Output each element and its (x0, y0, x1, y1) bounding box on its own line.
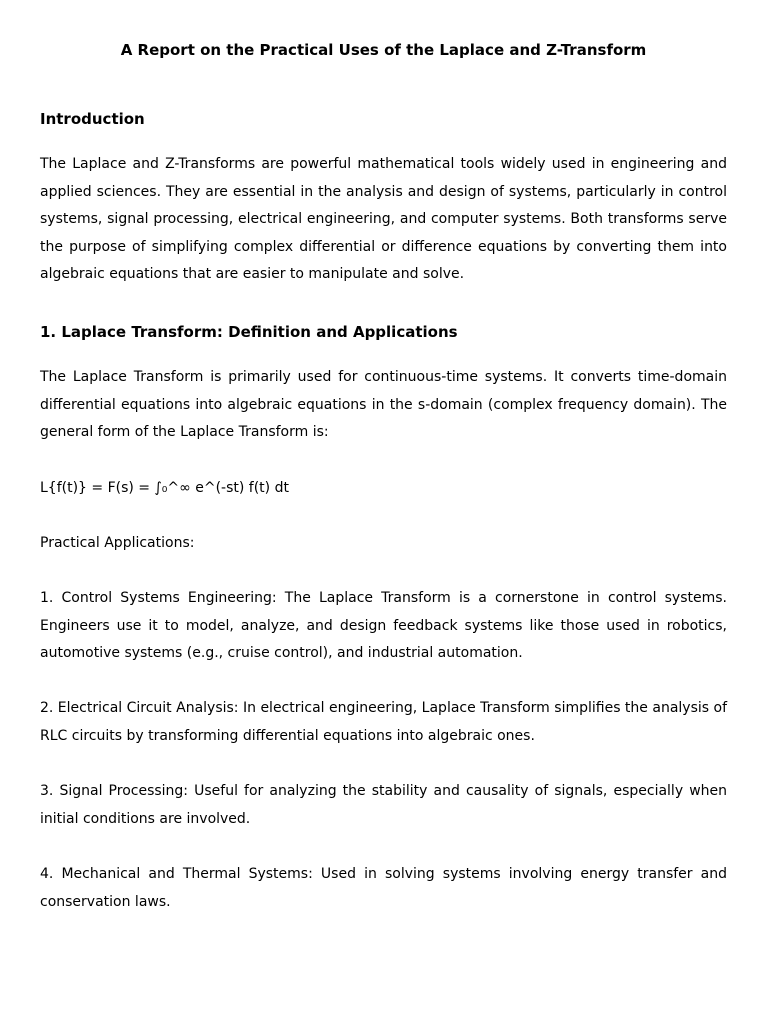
laplace-formula: L{f(t)} = F(s) = ∫₀^∞ e^(-st) f(t) dt (40, 480, 289, 496)
applications-label: Practical Applications: (40, 535, 195, 551)
application-item-mechanical-thermal: 4. Mechanical and Thermal Systems: Used in solving systems involving energy transfer and conservation laws. (40, 866, 727, 910)
laplace-heading: 1. Laplace Transform: Definition and Applications (40, 323, 458, 341)
application-item-circuit-analysis: 2. Electrical Circuit Analysis: In electrical engineering, Laplace Transform simplifies the analysis of RLC circuits by transforming differential equations into algebraic ones. (40, 700, 727, 744)
laplace-paragraph: The Laplace Transform is primarily used for continuous-time systems. It converts time-domain differential equations into algebraic equations in the s-domain (complex frequency domain). The general form of the Laplace Transform is: (40, 369, 727, 440)
application-item-signal-processing: 3. Signal Processing: Useful for analyzing the stability and causality of signals, especially when initial conditions are involved. (40, 783, 727, 827)
intro-paragraph: The Laplace and Z-Transforms are powerful mathematical tools widely used in engineering and applied sciences. They are essential in the analysis and design of systems, particularly in control systems, signal processing, electrical engineering, and computer systems. Both transforms serve the purpose of simplifying complex differential or difference equations by converting them into algebraic equations that are easier to manipulate and solve. (40, 156, 727, 282)
document-title: A Report on the Practical Uses of the Laplace and Z-Transform (120, 41, 647, 59)
intro-heading: Introduction (40, 110, 145, 128)
application-item-control-systems: 1. Control Systems Engineering: The Laplace Transform is a cornerstone in control systems. Engineers use it to model, analyze, and design feedback systems like those used in robotics, automotive systems (e.g., cruise control), and industrial automation. (40, 590, 727, 661)
